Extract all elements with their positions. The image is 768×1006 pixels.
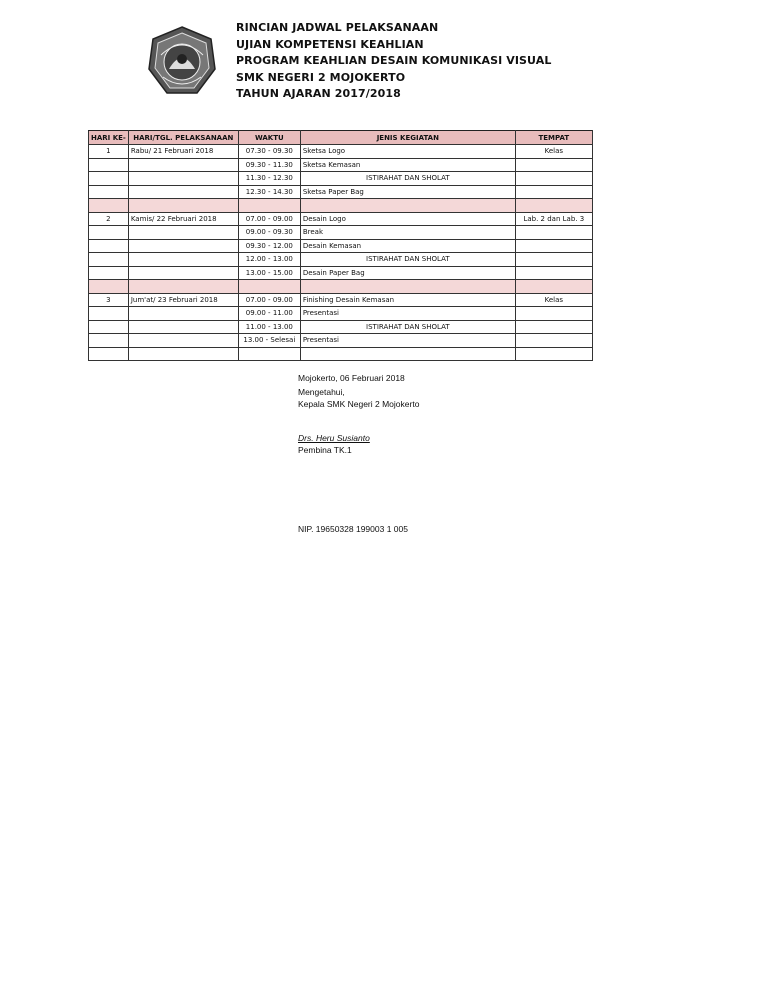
table-row [89,320,593,334]
time-cell: 07.30 - 09.30 [238,145,300,159]
header-date: HARI/TGL. PELAKSANAAN [128,131,238,145]
table-row [89,239,593,253]
title-line-5: TAHUN AJARAN 2017/2018 [236,87,401,100]
signature-position: Kepala SMK Negeri 2 Mojokerto [298,399,420,409]
time-cell: 07.00 - 09.00 [238,293,300,307]
time-cell: 13.00 - 15.00 [238,266,300,280]
day-no: 3 [89,293,129,307]
day-no: 2 [89,212,129,226]
activity-cell: ISTIRAHAT DAN SHOLAT [300,172,515,186]
day-date: Jum'at/ 23 Februari 2018 [128,293,238,307]
activity-cell: Finishing Desain Kemasan [300,293,515,307]
time-cell: 09.00 - 09.30 [238,226,300,240]
activity-cell: Break [300,226,515,240]
time-cell: 13.00 - Selesai [238,334,300,348]
table-header-row [89,131,593,145]
time-cell: 12.30 - 14.30 [238,185,300,199]
activity-cell: Desain Logo [300,212,515,226]
activity-cell: ISTIRAHAT DAN SHOLAT [300,253,515,267]
header-activity: JENIS KEGIATAN [300,131,515,145]
table-row [89,145,593,159]
header-place: TEMPAT [515,131,592,145]
time-cell: 11.00 - 13.00 [238,320,300,334]
time-cell: 07.00 - 09.00 [238,212,300,226]
day-no: 1 [89,145,129,159]
header-time: WAKTU [238,131,300,145]
document-title [236,20,551,103]
activity-cell: Sketsa Logo [300,145,515,159]
day-date: Rabu/ 21 Februari 2018 [128,145,238,159]
table-row [89,158,593,172]
separator-row [89,199,593,213]
table-row [89,347,593,361]
table-row [89,334,593,348]
time-cell: 09.00 - 11.00 [238,307,300,321]
signature-name: Drs. Heru Susianto [298,433,370,443]
activity-cell: ISTIRAHAT DAN SHOLAT [300,320,515,334]
title-line-3: PROGRAM KEAHLIAN DESAIN KOMUNIKASI VISUAL [236,54,552,67]
activity-cell: Sketsa Paper Bag [300,185,515,199]
signature-place-date: Mojokerto, 06 Februari 2018 [298,373,405,383]
title-line-2: UJIAN KOMPETENSI KEAHLIAN [236,37,424,51]
signature-acknowledge: Mengetahui, [298,387,345,397]
title-line-4: SMK NEGERI 2 MOJOKERTO [236,70,406,84]
header-day-no: HARI KE- [89,131,129,145]
table-row [89,226,593,240]
signature-nip: NIP. 19650328 199003 1 005 [298,524,408,534]
table-row [89,307,593,321]
place-cell: Kelas [515,145,592,159]
table-row [89,172,593,186]
table-row [89,266,593,280]
time-cell: 09.30 - 11.30 [238,158,300,172]
day-date: Kamis/ 22 Februari 2018 [128,212,238,226]
time-cell: 12.00 - 13.00 [238,253,300,267]
time-cell: 09.30 - 12.00 [238,239,300,253]
activity-cell: Presentasi [300,334,515,348]
table-row [89,185,593,199]
table-row [89,293,593,307]
place-cell: Lab. 2 dan Lab. 3 [515,212,592,226]
time-cell: 11.30 - 12.30 [238,172,300,186]
table-row [89,253,593,267]
activity-cell: Presentasi [300,307,515,321]
title-line-1: RINCIAN JADWAL PELAKSANAAN [236,21,439,34]
activity-cell: Desain Paper Bag [300,266,515,280]
school-emblem-logo [147,25,217,97]
separator-row [89,280,593,294]
schedule-table [88,130,593,361]
signature-rank: Pembina TK.1 [298,445,352,455]
activity-cell: Sketsa Kemasan [300,158,515,172]
place-cell: Kelas [515,293,592,307]
table-row [89,212,593,226]
activity-cell: Desain Kemasan [300,239,515,253]
